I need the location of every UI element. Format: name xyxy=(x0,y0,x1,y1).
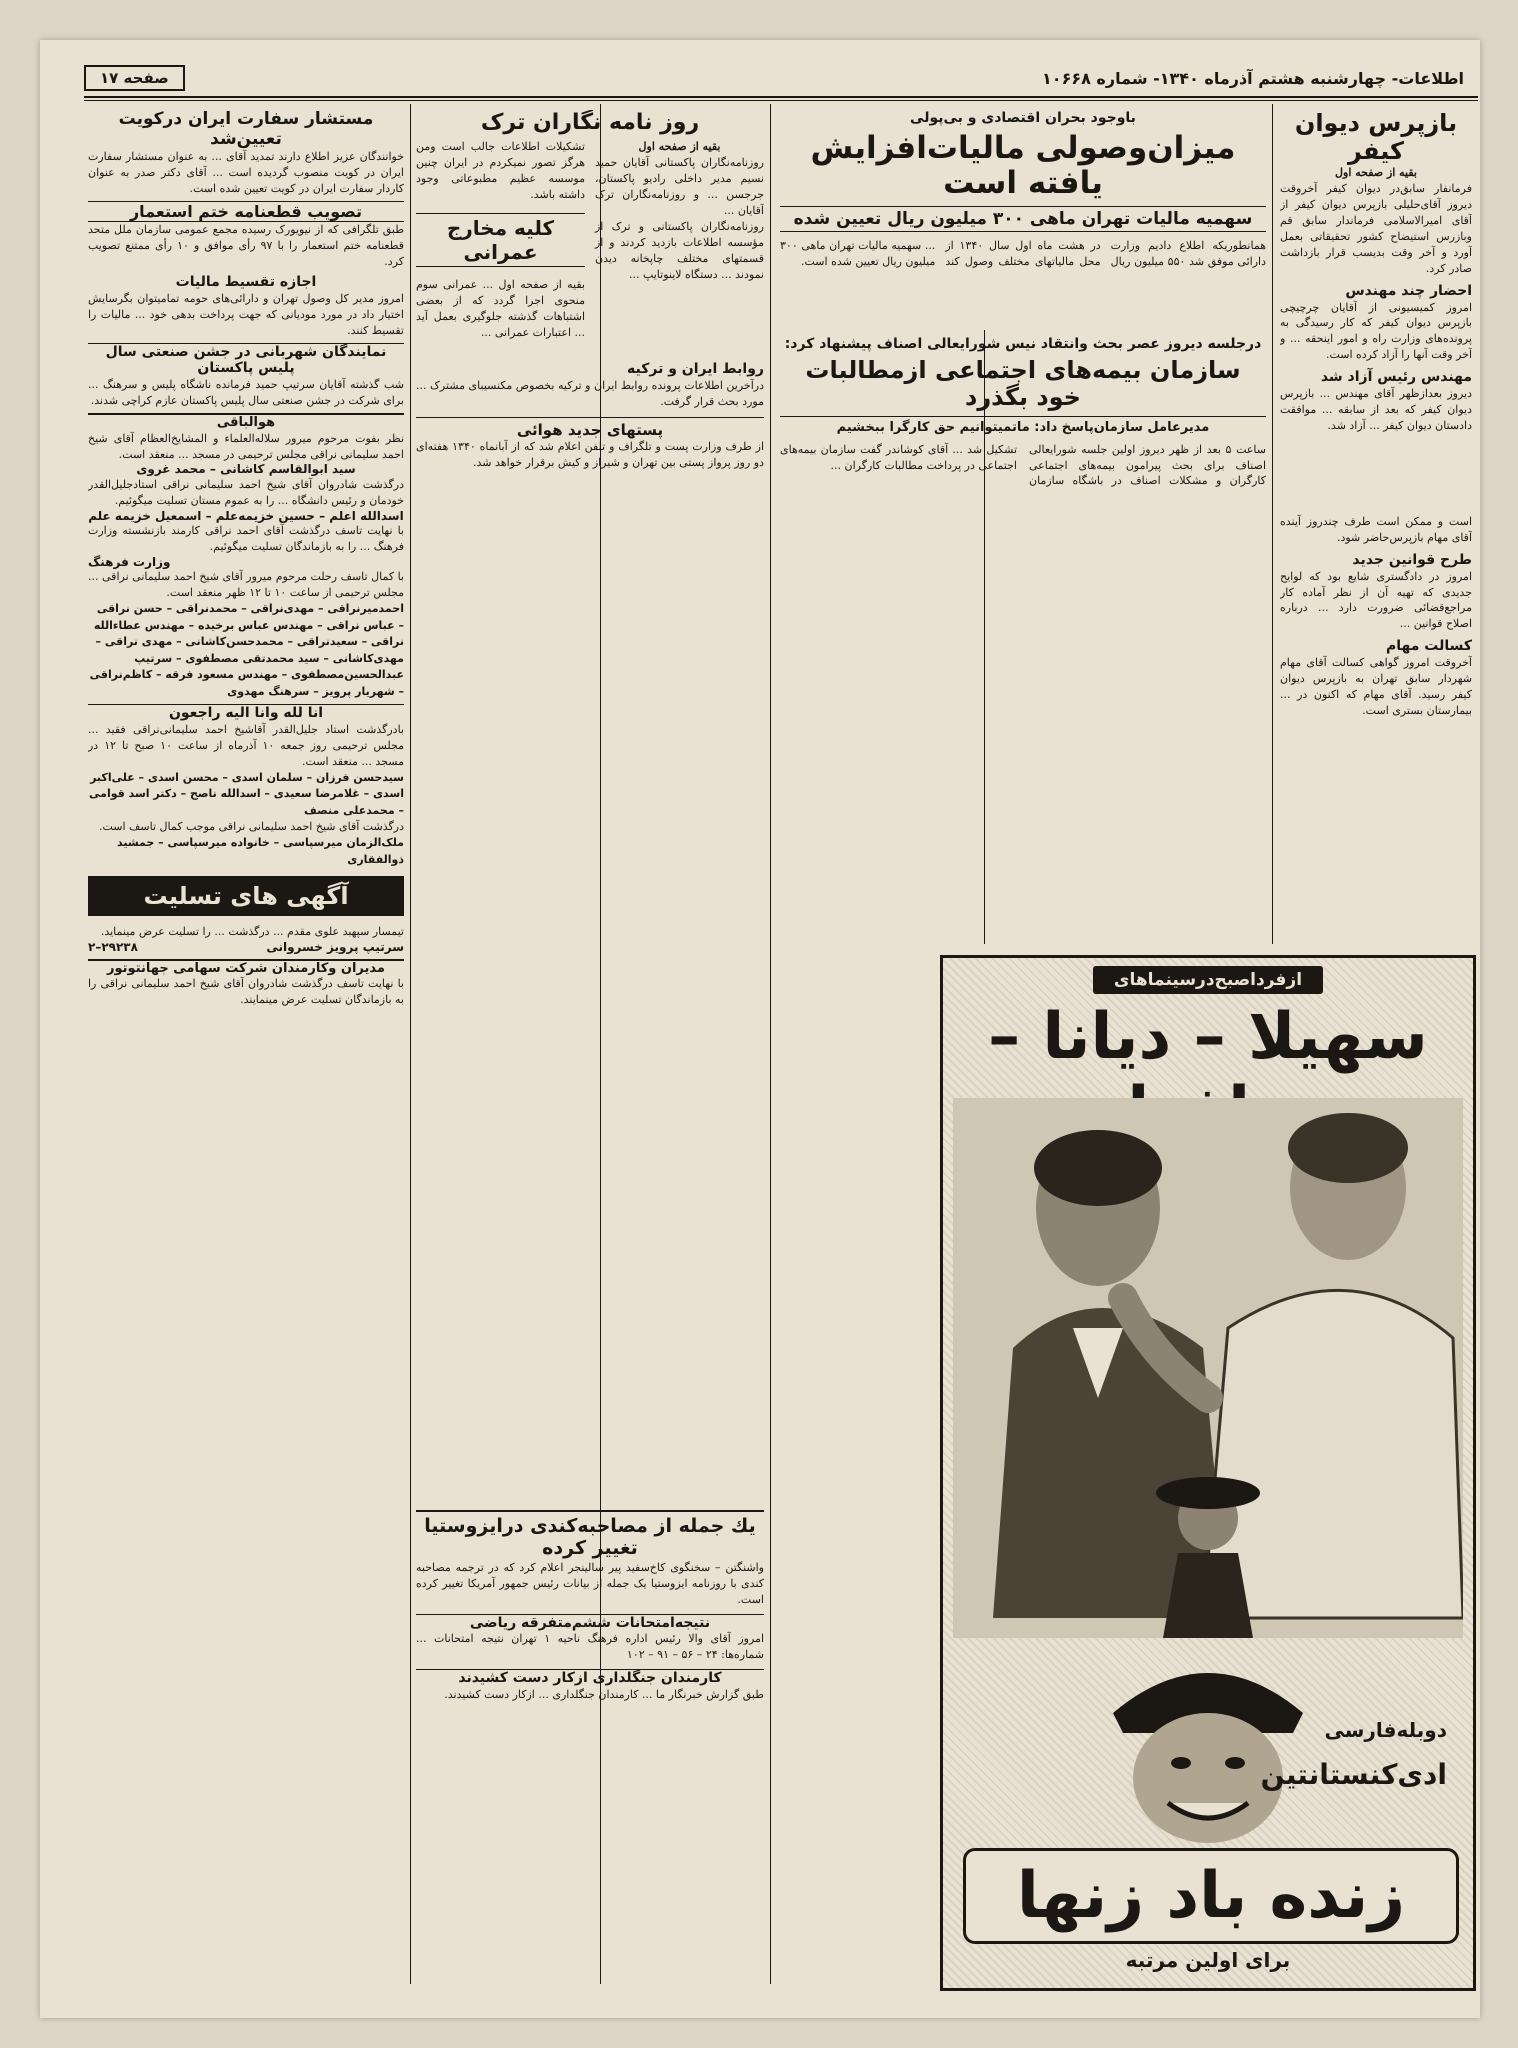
cinema-advertisement xyxy=(940,955,1476,1991)
phone-number: ۲۹۲۳۸–۲ xyxy=(88,940,138,955)
masthead-rule-thin xyxy=(84,100,1478,101)
paragraph: بادرگذشت استاد جلیل‌القدر آقاشیخ احمد سلیمانی‌نراقی فقید ... مجلس ترحیمی روز جمعه ۱۰ آذرماه از ساعت ۱۰ صبح تا ۱۲ در مسجد ... منعقد است. xyxy=(88,723,404,768)
lead-note: بقیه از صفحه اول xyxy=(1335,166,1417,180)
headline: یك جمله از مصاحبه‌کندی درایزوستیا تغییر کرده xyxy=(416,1510,764,1560)
paragraph: امروز کمیسیونی از آقایان چرچیچی بازپرس دیوان کیفر که کار رسیدگی به پرونده‌های وزارت راه و امور اینحقه ... و آخر وقت آنها را آزاد کرده است. xyxy=(1280,300,1472,362)
article-kennedy xyxy=(416,1510,764,1980)
subhead: پستهای جدید هوائی xyxy=(416,417,764,439)
paragraph: روزنامه‌نگاران پاکستانی آقایان حمید نسیم مدیر داخلی رادیو پاکستان، جرجسن ... و روزنامه‌نگاران ترک آقایان ... xyxy=(595,156,764,218)
paragraph: ساعت ۵ بعد از ظهر دیروز اولین جلسه شورایعالی اصناف برای بحث پیرامون بیمه‌های اجتماعی کارگران و مشکلات اصناف در باشگاه سازمان تشکیل شد ... آقای کوشاندر گفت سازمان بیمه‌های اجتماعی در پرداخت مطالبات کارگران ... xyxy=(780,442,1266,488)
subhead: نمایندگان شهربانی در جشن صنعتی سال پلیس پاکستان xyxy=(88,343,404,378)
paragraph: درآخرین اطلاعات پرونده روابط ایران و ترکیه بخصوص مکنسیبای مشترک ... مورد بحث قرار گرفت. xyxy=(416,378,764,408)
paragraph: خوانندگان عزیز اطلاع دارند تمدید آقای ... به عنوان مستشار سفارت ایران در کویت منصوب گردیده است ... آقای دکتر صدر به عنوان کاردار سفارت ایران در کویت تعیین شده است. xyxy=(88,150,404,195)
film-title: زنده باد زنها xyxy=(963,1848,1459,1944)
subhead: احضار چند مهندس xyxy=(1345,282,1472,299)
masthead-rule xyxy=(84,96,1478,98)
column-rule xyxy=(1272,104,1273,944)
signature: سید ابوالقاسم کاشانی – محمد غروی xyxy=(136,462,356,477)
paragraph: دیروز بعدازظهر آقای مهندس ... بازپرس دیوان کیفر که بعد از سابقه ... موافقت دادستان دیوان کیفر ... آزاد شد. xyxy=(1280,387,1472,432)
ad-bottom-label: برای اولین مرتبه xyxy=(1125,1948,1291,1972)
paragraph: از طرف وزارت پست و تلگراف و تلفن اعلام شد که از آبانماه ۱۳۴۰ هفته‌ای دو روز پرواز پستی بین تهران و شیراز و کیش برقرار خواهد شد. xyxy=(416,440,764,470)
lead-note: بقیه از صفحه اول xyxy=(638,140,721,154)
paragraph: روزنامه‌نگاران پاکستانی و ترک از مؤسسه اطلاعات بازدید کردند و از قسمتهای مختلف چاپخانه دیدن نمودند ... دستگاه لاینوتایپ ... xyxy=(595,219,764,281)
subhead: تصویب قطعنامه ختم استعمار xyxy=(88,201,404,222)
issue-line: اطلاعات- چهارشنبه هشتم آذرماه ۱۳۴۰- شماره ۱۰۶۶۸ xyxy=(1042,68,1464,88)
signature: سیدحسن فرزان – سلمان اسدی – محسن اسدی – علی‌اکبر اسدی – غلامرضا سعیدی – اسدالله ناصح – دکتر اسد قوامی – محمدعلی منصف xyxy=(89,770,404,817)
signature: وزارت فرهنگ xyxy=(88,554,171,569)
headline: میزان‌وصولی مالیات‌افزایش یافته است xyxy=(810,129,1236,202)
subhead: هوالباقی xyxy=(88,413,404,431)
right-man-body xyxy=(1203,1290,1463,1618)
paragraph: است و ممکن است طرف چندروز آینده آقای مهام بازپرس‌حاضر شود. xyxy=(1280,514,1472,544)
subheadline: سهمیه مالیات تهران ماهی ۳۰۰ میلیون ریال تعیین شده xyxy=(780,206,1266,232)
paragraph: طبق تلگرافی که از نیویورک رسیده مجمع عمومی سازمان ملل متحد قطعنامه ختم استعمار را با ۹۷ رأی موافق و ۱۰ رأی ممتنع تصویب کرد. xyxy=(88,223,404,268)
paragraph: امروز مدیر کل وصول تهران و دارائی‌های حومه تمامیتوان بگرسایش اختیار داد در مورد مودیانی که جهت پرداخت بدهی خود ... مالیات را تقسیط کنند. xyxy=(88,291,404,337)
article-bazpors xyxy=(1280,110,1472,950)
subhead: کسالت مهام xyxy=(1385,638,1472,655)
paragraph: تشکیلات اطلاعات جالب است ومن هرگز تصور نمیکردم در ایران چنین موسسه عظیم مطبوعاتی وجود داشته باشد. xyxy=(416,140,585,202)
paragraph: تیمسار سپهبد علوی مقدم ... درگذشت ... را تسلیت عرض مینماید. xyxy=(100,925,404,939)
headline: سازمان بیمه‌های اجتماعی ازمطالبات خود بگذرد xyxy=(805,355,1241,412)
page-number: صفحه ۱۷ xyxy=(84,65,185,91)
article-left-column xyxy=(88,110,404,1990)
subhead: مدیران وکارمندان شرکت سهامی جهانتوتور xyxy=(88,959,404,977)
headline: مستشار سفارت ایران درکویت تعیین‌شد xyxy=(118,110,374,149)
kicker: باوجود بحران اقتصادی و بی‌پولی xyxy=(910,110,1136,126)
subhead: اجازه تقسیط مالیات xyxy=(175,273,317,290)
article-tax xyxy=(780,110,1266,330)
subheadline: مدیرعامل سازمان‌پاسخ داد: ماتمیتوانیم حق کارگرا ببخشیم xyxy=(780,416,1266,436)
headline: بازپرس دیوان کیفر xyxy=(1294,110,1458,165)
paragraph: طبق گزارش خبرنگار ما ... کارمندان جنگلداری ... ازکار دست کشیدند. xyxy=(444,1687,764,1701)
subhead: روابط ایران و ترکیه xyxy=(627,360,764,377)
paragraph: همانطوریکه اطلاع دادیم وزارت دارائی موفق شد ۵۵۰ میلیون ریال در هشت ماه اول سال ۱۳۴۰ از محل مالیاتهای مختلف وصول کند ... سهمیه مالیات تهران ماهی ۳۰۰ میلیون ریال تعیین شده است. xyxy=(780,239,1266,269)
dub-label: دوبله‌فارسی xyxy=(1324,1718,1447,1742)
kicker: درجلسه دیروز عصر بحث وانتقاد نیس شورایعالی اصناف پیشنهاد کرد: xyxy=(784,336,1262,352)
film-still-illustration xyxy=(953,1098,1463,1638)
masthead xyxy=(84,64,1478,92)
paragraph: نظر بفوت مرحوم میرور سلاله‌العلماء و المشایخ‌العظام آقای شیخ احمد سلیمانی نراقی مجلس ترحیمی در مسجد ... منعقد است. xyxy=(88,431,404,461)
paragraph: امروز در دادگستری شایع بود که لوایح جدیدی که تهیه آن از نظر آماده کار مراجع‌قضائی ضرورت دارد ... درباره اصلاح قوانین ... xyxy=(1280,569,1472,631)
spacer xyxy=(606,1480,766,1490)
subhead: طرح قوانین جدید xyxy=(1352,551,1472,568)
signature: سرتیپ پرویز خسروانی xyxy=(266,940,404,955)
subhead: انا لله وانا الیه راجعون xyxy=(88,704,404,722)
ad-top-label: ازفرداصبح‌در‌سینماهای xyxy=(1093,966,1323,994)
paragraph: واشنگتن – سخنگوی کاخ‌سفید پیر سالینجر اعلام کرد که در ترجمه مصاحبه کندی با روزنامه ایزوستیا یک جمله از بیانات رئیس جمهور آمریکا تغییر کرده است. xyxy=(416,1560,764,1606)
signature: ملک‌الزمان میرسپاسی – خانواده میرسپاسی – جمشید ذوالفقاری xyxy=(116,836,404,866)
paragraph: با نهایت تاسف درگذشت آقای احمد نراقی کارمند بازنشسته وزارت فرهنگ ... را به بازماندگان تسلیت میگوئیم. xyxy=(88,524,404,554)
subhead: کلیه مخارج عمرانی xyxy=(416,213,585,267)
actor-name: ادی‌کنستانتین xyxy=(1260,1758,1447,1791)
column-rule xyxy=(770,104,771,1984)
headline: روز نامه نگاران ترک xyxy=(480,110,700,135)
signature: اسدالله اعلم – حسین خزیمه‌علم – اسمعیل خزیمه علم xyxy=(88,508,404,523)
paragraph: درگذشت شادروان آقای شیخ احمد سلیمانی نراقی استادجلیل‌القدر خودمان و رئیس دانشگاه ... را به عموم مستان تسلیت میگوئیم. xyxy=(88,477,404,507)
paragraph: بقیه از صفحه اول ... عمرانی سوم منحوی اجرا گردد که از بعضی اشتباهات گذشته جلوگیری بعمل آید ... اعتبارات عمرانی ... xyxy=(416,278,585,339)
paragraph: با نهایت تاسف درگذشت شادروان آقای شیخ احمد سلیمانی نراقی را به بازماندگان تسلیت عرض مینمایند. xyxy=(88,977,404,1007)
article-insurance xyxy=(780,336,1266,944)
subhead: مهندس رئیس آزاد شد xyxy=(1320,369,1472,386)
subhead: کارمندان جنگلداری ازکار دست کشیدند xyxy=(416,1669,764,1687)
subhead: نتیجه‌امتحانات ششم‌متفرقه ریاضی xyxy=(416,1614,764,1632)
signature-names: احمدمیرنراقی – مهدی‌نراقی – محمدنراقی – حسن نراقی – عباس نراقی – مهندس عباس برخیده – مهندس عطاءالله نراقی – سعید‌نراقی – محمدحسن‌کاشانی – مهدی نراقی – مهدی‌کاشانی – سید محمدتقی مصطفوی – سرتیپ عبدالحسین‌مصطفوی – مهندس مسعود فرقه – کاظم‌نراقی – شهریار پرویز – سرهنگ مهدوی xyxy=(89,602,404,698)
paragraph: با کمال تاسف رحلت مرحوم میرور آقای شیخ احمد سلیمانی نراقی ... مجلس ترحیمی از ساعت ۱۰ تا ۱۲ ظهر منعقد است. xyxy=(88,570,404,600)
paragraph: درگذشت آقای شیخ احمد سلیمانی نراقی موجب کمال تاسف است. xyxy=(98,820,404,834)
condolence-banner: آگهی های تسلیت xyxy=(88,876,404,916)
cinema-names: سهیلا – دیانا – xyxy=(988,1000,1428,1074)
actor-portrait xyxy=(1093,1643,1323,1843)
paragraph: آخروقت امروز گواهی کسالت آقای مهام شهردار سابق تهران به بازپرس دیوان کیفر رسید. آقای مهام که اکنون در ... بیمارستان بستری است. xyxy=(1280,656,1472,717)
column-rule xyxy=(410,104,411,1984)
newspaper-page xyxy=(40,40,1480,2018)
paragraph: امروز آقای والا رئیس اداره فرهنگ ناحیه ۱ تهران نتیجه امتحانات ... شماره‌ها: ۲۴ – ۵۶ – ۹۱ – ۱۰۲ xyxy=(416,1632,764,1662)
paragraph: شب گذشته آقایان سرتیپ حمید فرمانده ناشگاه پلیس و سرهنگ ... برای شرکت در جشن صنعتی سال پلیس پاکستان عازم کراچی شدند. xyxy=(88,378,404,408)
paragraph: فرمانفار سابق‌در دیوان کیفر آخروقت دیروز آقای‌حلیلی بازپرس دیوان کیفر از آقای امیرالاسلامی فرماندار سابق قم وبازرس استیضاح کشور تحقیقاتی بعمل آورد و آخر وقت بدیسب قرار بازداشت صادر کرد. xyxy=(1280,182,1472,275)
